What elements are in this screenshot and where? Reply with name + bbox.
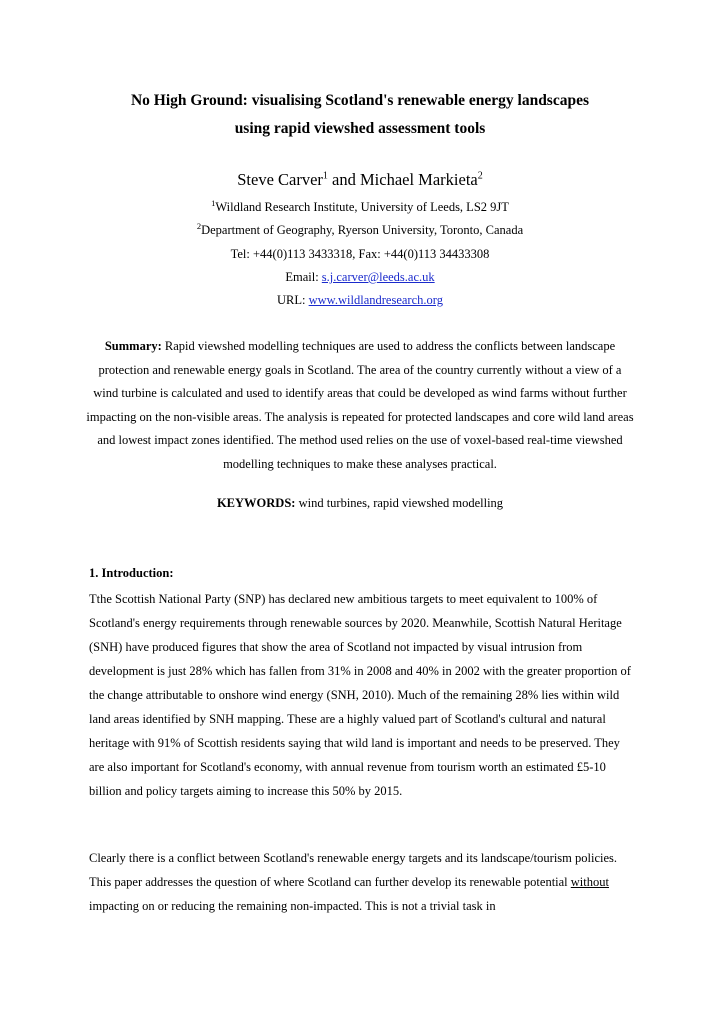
email-link[interactable]: s.j.carver@leeds.ac.uk <box>321 270 435 284</box>
affiliation-1-marker: 1 <box>211 197 216 208</box>
keywords-label: KEYWORDS: <box>216 496 296 510</box>
intro-paragraph-2 <box>89 846 634 918</box>
intro-paragraph-2-part-1: Clearly there is a conflict between Scotland's renewable energy targets and its landscape/tourism policies. This paper addresses the question of where Scotland can further develop its renewable potential <box>89 851 618 889</box>
author-1-affil-marker: 1 <box>322 170 328 182</box>
affiliation-1 <box>0 197 720 215</box>
paper-title-line-2: using rapid viewshed assessment tools <box>234 120 486 137</box>
website-link[interactable]: www.wildlandresearch.org <box>308 293 443 307</box>
author-line <box>0 170 720 190</box>
summary-paragraph <box>85 335 635 477</box>
affiliation-1-text: Wildland Research Institute, University of Leeds, LS2 9JT <box>215 200 509 214</box>
intro-paragraph-1: Tthe Scottish National Party (SNP) has declared new ambitious targets to meet equivalent to 100% of Scotland's energy requirements through renewable sources by 2020. Meanwhile, Scottish Natural Heritage (SNH) have produced figures that show the area of Scotland not impacted by visual intrusion from development is just 28% which has fallen from 31% in 2008 and 40% in 2002 with the greater proportion of the change attributable to onshore wind energy (SNH, 2010). Much of the remaining 28% lies within wild land areas identified by SNH mapping. These are a highly valued part of Scotland's cultural and natural heritage with 91% of Scottish residents saying that wild land is important and needs to be preserved. They are also important for Scotland's economy, with annual revenue from tourism worth an estimated £5-10 billion and policy targets aiming to increase this 50% by 2015. <box>89 592 631 798</box>
summary-label: Summary: <box>104 339 162 353</box>
affiliation-2-text: Department of Geography, Ryerson University, Toronto, Canada <box>201 223 524 237</box>
affiliation-2-marker: 2 <box>196 220 202 231</box>
author-2-affil-marker: 2 <box>477 170 483 182</box>
section-1-heading: 1. Introduction: <box>89 566 174 580</box>
author-conjunction: and <box>327 170 360 189</box>
paper-title-line-1: No High Ground: visualising Scotland's renewable energy landscapes <box>130 92 590 109</box>
author-2: Michael Markieta <box>360 170 478 189</box>
summary-text: Rapid viewshed modelling techniques are used to address the conflicts between landscape protection and renewable energy goals in Scotland. The area of the country currently without a view of a wind turbine is calculated and used to identify areas that could be developed as wind farms without further impacting on the non-visible areas. The analysis is repeated for protected landscapes and core wild land areas and lowest impact zones identified. The method used relies on the use of voxel-based real-time viewshed modelling techniques to make these analyses practical. <box>86 339 634 471</box>
affiliation-2 <box>0 220 720 238</box>
contact-email <box>0 270 720 285</box>
url-label: URL: <box>277 293 309 307</box>
intro-paragraph-2-emphasis: without <box>570 875 609 889</box>
keywords-line <box>0 496 720 511</box>
intro-paragraph-2-part-2: impacting on or reducing the remaining non-impacted. This is not a trivial task in <box>89 899 496 913</box>
contact-url <box>0 293 720 308</box>
email-label: Email: <box>285 270 322 284</box>
keywords-text: wind turbines, rapid viewshed modelling <box>295 496 504 510</box>
contact-phone-fax: Tel: +44(0)113 3433318, Fax: +44(0)113 34433308 <box>230 247 490 261</box>
author-1: Steve Carver <box>237 170 323 189</box>
